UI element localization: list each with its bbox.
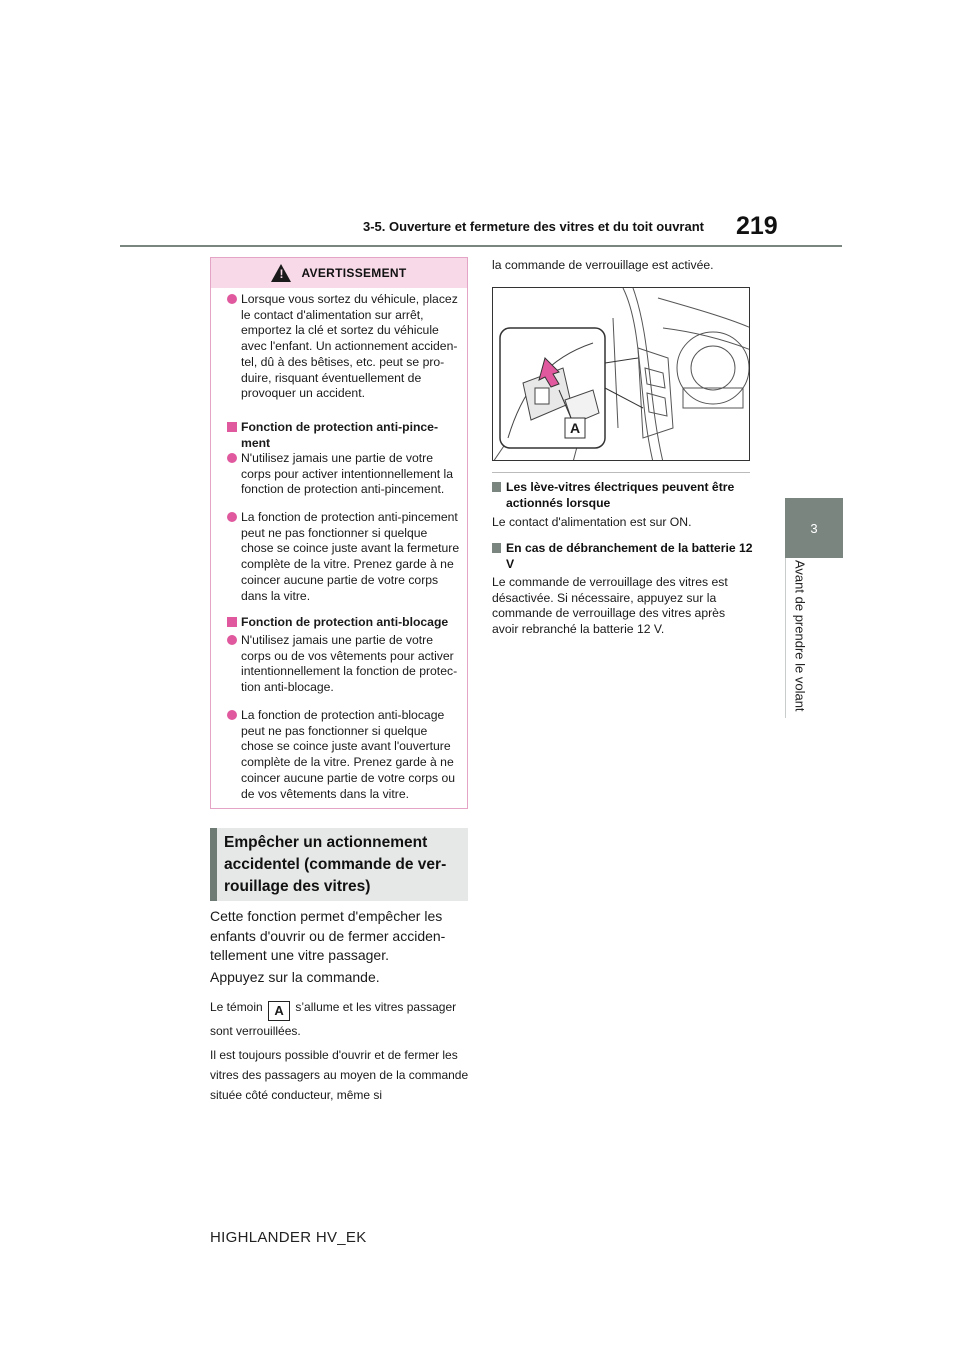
- warning-item-text: Lorsque vous sortez du véhicule, placez le contact d'alimentation sur arrêt, emportez la clé et sortez du véhicule avec l'enfant. Un actionnement acciden-tel, dû à des bêtises, etc. peut se pro-duire, risquant éventuellement de provoquer un accident.: [241, 292, 458, 401]
- chapter-number: 3: [810, 520, 818, 536]
- warning-item-text: N'utilisez jamais une partie de votre corps pour activer intentionnellement la fonction de protection anti-pincement.: [241, 451, 454, 497]
- warning-item: [227, 708, 463, 802]
- continuation-text: la commande de verrouillage est activée.: [492, 258, 714, 272]
- bullet-icon: [227, 710, 237, 720]
- warning-subheading-text: Fonction de protection anti-blocage: [241, 615, 449, 629]
- square-bullet-icon: [492, 482, 501, 492]
- bullet-icon: [227, 294, 237, 304]
- warning-subheading-text: Fonction de protection anti-pince-ment: [241, 420, 439, 450]
- chapter-title: Avant de prendre le volant: [792, 560, 808, 712]
- figure-label: A: [569, 420, 581, 436]
- warning-subheading: [227, 615, 463, 631]
- indicator-paragraph: [210, 997, 472, 1041]
- warning-icon: [271, 264, 291, 282]
- warning-title: AVERTISSEMENT: [301, 266, 407, 280]
- warning-item-text: La fonction de protection anti-blocage peut ne pas fonctionner si quelque chose se coince juste avant l'ouverture complète de la vitre. Prenez garde à ne coincer aucune partie de votre corps ou de vos vêtements dans la vitre.: [241, 708, 456, 801]
- subheading-operation: [492, 480, 754, 511]
- warning-subheading: [227, 420, 463, 451]
- square-bullet-icon: [492, 543, 501, 553]
- square-bullet-icon: [227, 422, 237, 432]
- bullet-icon: [227, 635, 237, 645]
- model-footer: HIGHLANDER HV_EK: [210, 1229, 367, 1246]
- operation-text: Le contact d'alimentation est sur ON.: [492, 515, 692, 529]
- warning-item: [227, 292, 463, 402]
- header-rule: [120, 245, 842, 247]
- page-number: 219: [736, 212, 778, 240]
- indicator-text-before: Le témoin: [210, 1000, 263, 1014]
- switch-illustration: [492, 287, 750, 461]
- warning-item: [227, 633, 463, 696]
- warning-header: [211, 258, 467, 288]
- chapter-tab[interactable]: [785, 498, 843, 558]
- chapter-title-vertical: [760, 560, 840, 740]
- figure-rule: [492, 472, 750, 473]
- warning-item: [227, 510, 463, 604]
- indicator-badge: A: [268, 1001, 290, 1021]
- warning-item-text: N'utilisez jamais une partie de votre corps ou de vos vêtements pour activer intentionnellement la fonction de protec-tion anti-blocage.: [241, 633, 458, 695]
- heading-accent-bar: [210, 828, 217, 901]
- subheading-text: Les lève-vitres électriques peuvent être actionnés lorsque: [506, 480, 735, 510]
- warning-item: [227, 451, 463, 498]
- note-paragraph: Il est toujours possible d'ouvrir et de fermer les vitres des passagers au moyen de la commande située côté conducteur, même si: [210, 1048, 469, 1102]
- dashboard-drawing: [493, 288, 750, 461]
- instruction-paragraph: Appuyez sur la commande.: [210, 969, 380, 985]
- section-heading: [210, 828, 468, 901]
- subheading-text: En cas de débranchement de la batterie 12 V: [506, 541, 753, 571]
- warning-box: [210, 257, 468, 809]
- intro-paragraph: Cette fonction permet d'empêcher les enfants d'ouvrir ou de fermer acciden-tellement une vitre passager.: [210, 908, 446, 963]
- indicator-text-after: s’allume et les vitres passager sont verrouillées.: [210, 1000, 457, 1038]
- battery-text: Le commande de verrouillage des vitres est désactivée. Si nécessaire, appuyez sur la commande de verrouillage des vitres après avoir rebranché la batterie 12 V.: [492, 575, 728, 637]
- warning-item-text: La fonction de protection anti-pincement peut ne pas fonctionner si quelque chose se coince juste avant la fermeture complète de la vitre. Prenez garde à ne coincer aucune partie de votre corps dans la vitre.: [241, 510, 460, 603]
- section-title: 3-5. Ouverture et fermeture des vitres et du toit ouvrant: [363, 219, 704, 234]
- square-bullet-icon: [227, 617, 237, 627]
- bullet-icon: [227, 512, 237, 522]
- subheading-battery: [492, 541, 754, 572]
- bullet-icon: [227, 453, 237, 463]
- section-heading-text: Empêcher un actionnement accidentel (commande de ver-rouillage des vitres): [224, 834, 447, 895]
